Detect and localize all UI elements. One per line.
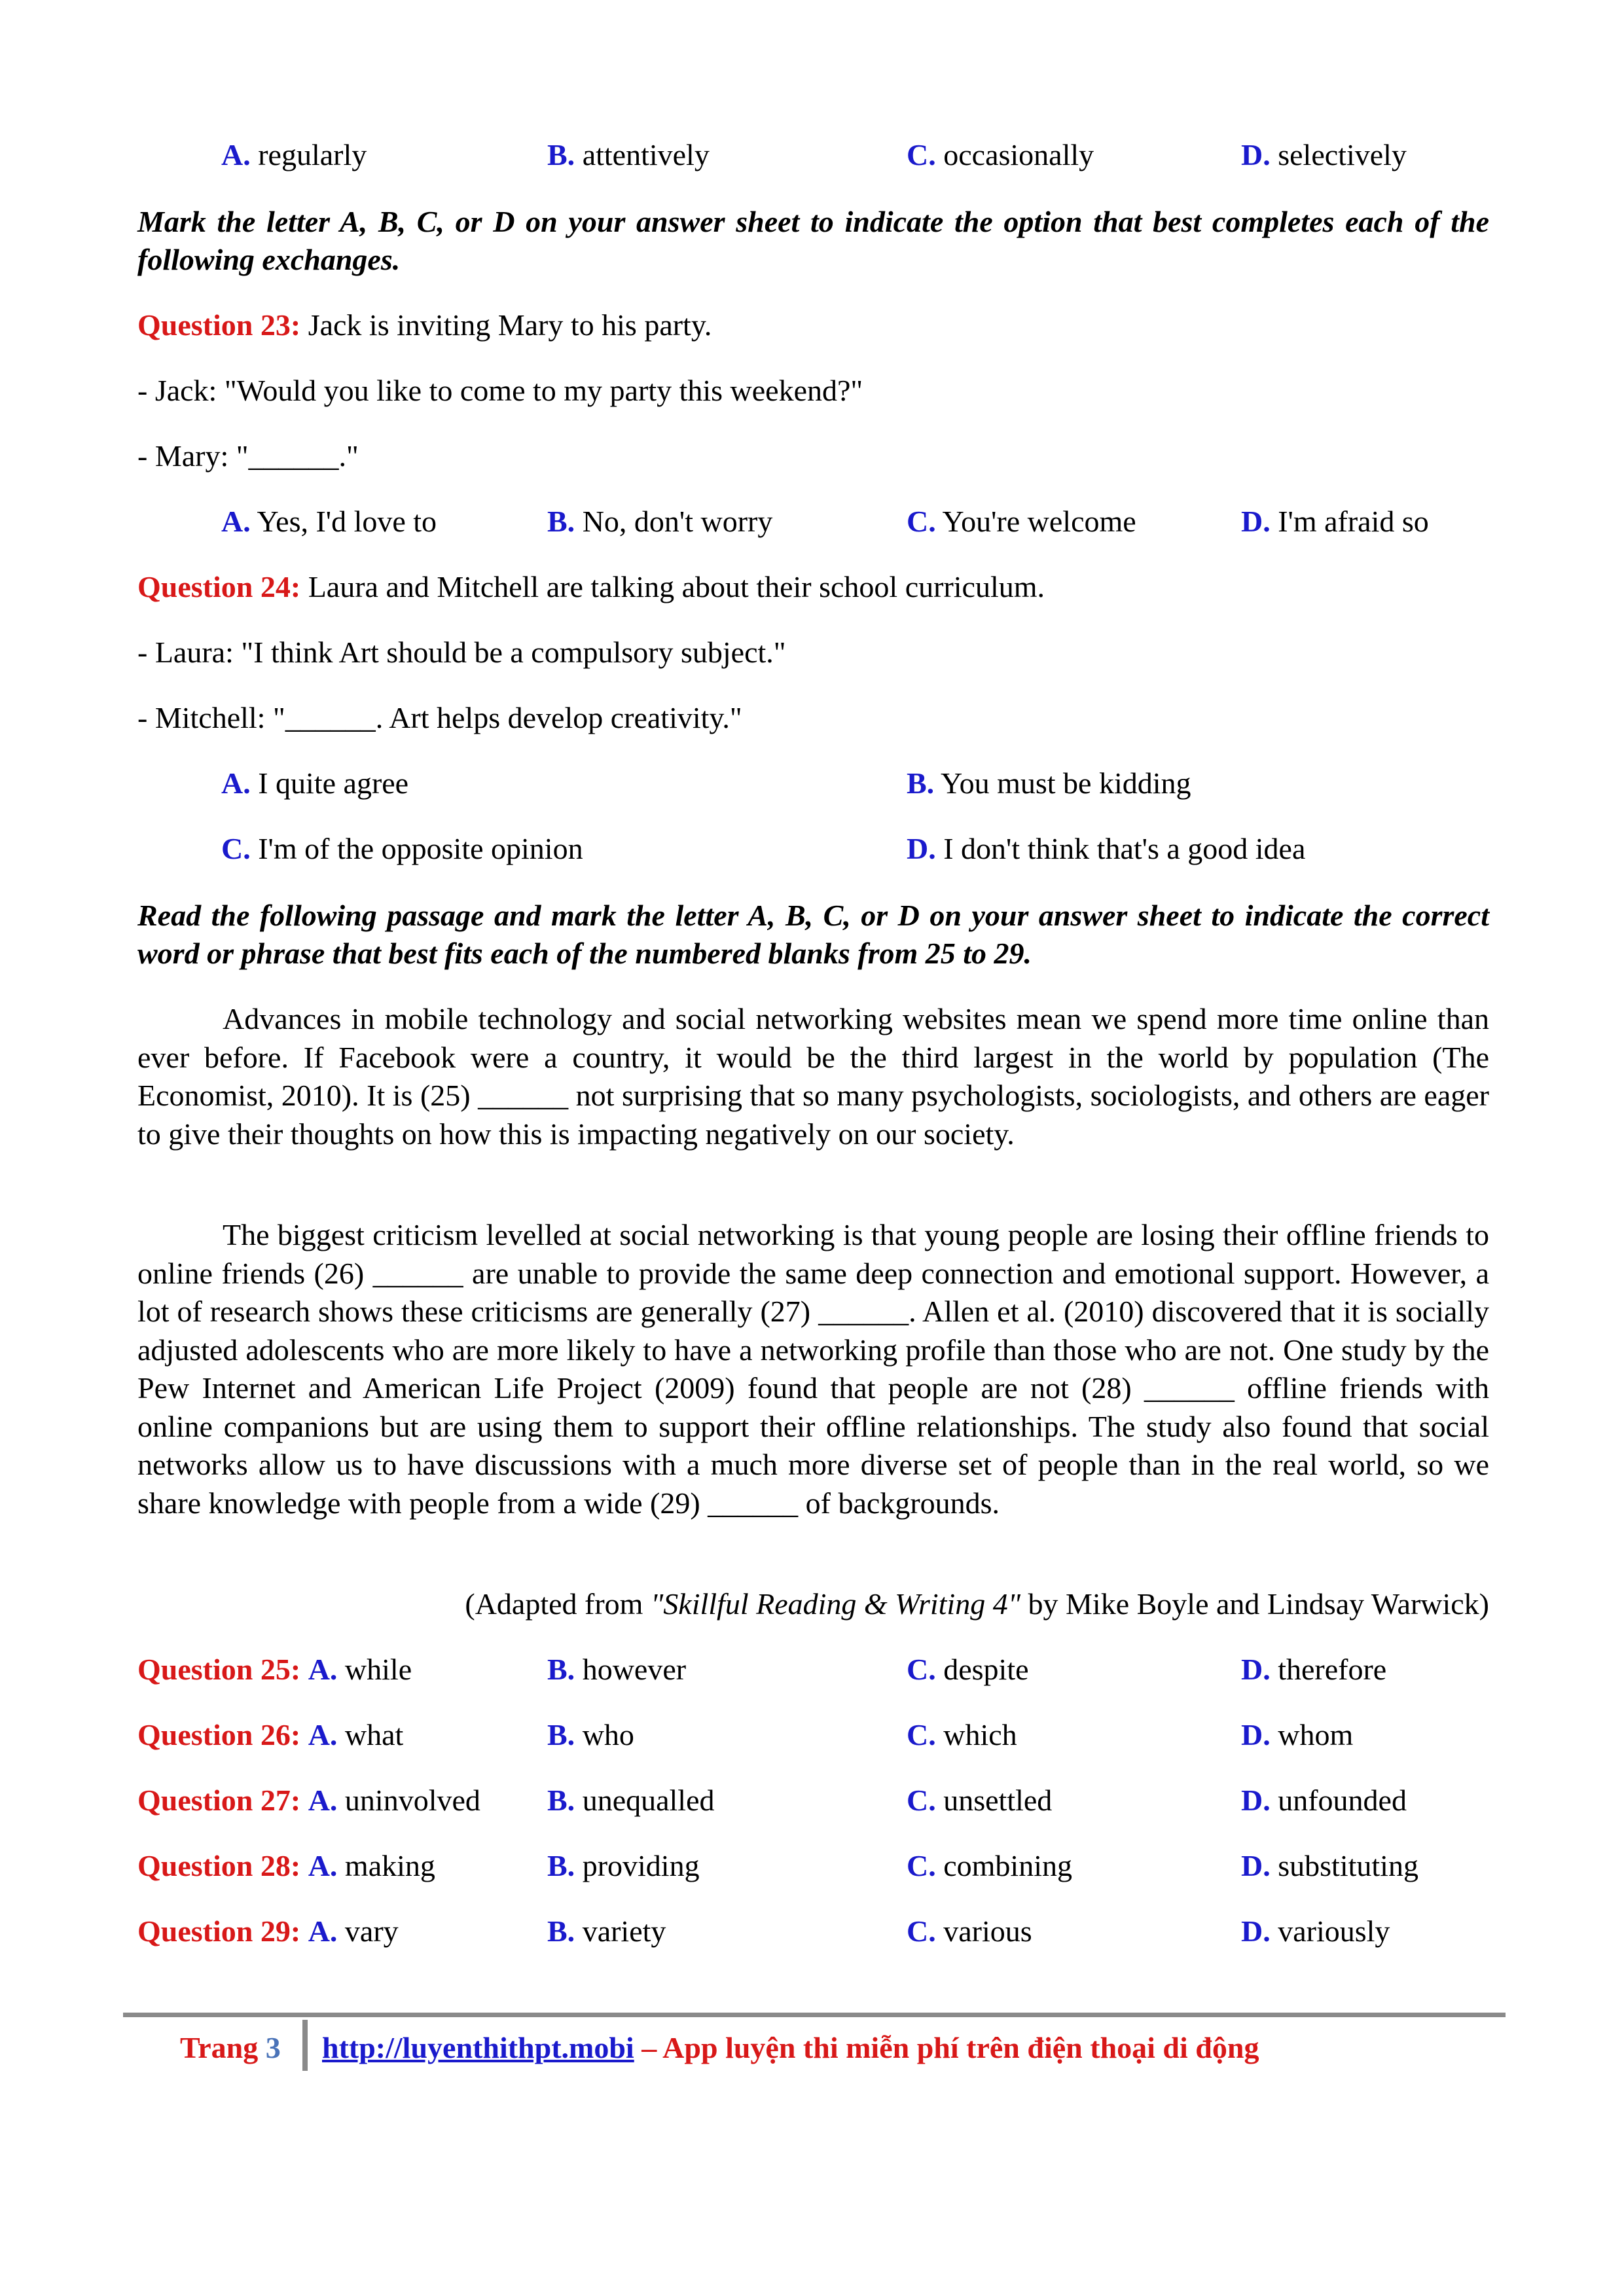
q24-option-d: D. I don't think that's a good idea bbox=[907, 832, 1306, 865]
q24-option-a: A. I quite agree bbox=[221, 766, 409, 800]
q23-option-b: B. No, don't worry bbox=[547, 505, 773, 538]
q24-line-laura: - Laura: "I think Art should be a compulsory subject." bbox=[137, 636, 786, 669]
option-c: C. despite bbox=[907, 1653, 1029, 1686]
option-d: D. therefore bbox=[1241, 1653, 1387, 1686]
footer-divider bbox=[302, 2020, 308, 2071]
passage-paragraph-1: Advances in mobile technology and social networking websites mean we spend more time online than ever before. If Facebook were a country, it would be the third largest in the world by population (The Economist, 2010). It is (25) ______ not surprising that so many psychologists, sociologists, and others are eager to give their thoughts on how this is impacting negatively on our society. bbox=[137, 1002, 1489, 1151]
q22-option-a: A. regularly bbox=[221, 138, 367, 171]
question-label: Question 29: A. vary bbox=[137, 1914, 399, 1948]
question-row bbox=[0, 1651, 1440, 1689]
q22-option-b: B. attentively bbox=[547, 138, 710, 171]
question-row bbox=[0, 1912, 1440, 1950]
option-b: B. providing bbox=[547, 1849, 700, 1882]
q22-options bbox=[0, 136, 1440, 174]
option-d: D. variously bbox=[1241, 1914, 1390, 1948]
option-c: C. unsettled bbox=[907, 1784, 1053, 1817]
q23-prompt: Question 23: Jack is inviting Mary to his party. bbox=[137, 308, 712, 342]
footer-page-number: Trang 3 bbox=[180, 2031, 281, 2064]
q24-prompt: Question 24: Laura and Mitchell are talking about their school curriculum. bbox=[137, 570, 1045, 603]
q24-options-row1 bbox=[0, 764, 1440, 802]
option-b: B. who bbox=[547, 1718, 634, 1751]
question-label: Question 26: A. what bbox=[137, 1718, 404, 1751]
option-b: B. unequalled bbox=[547, 1784, 715, 1817]
instruction-passage: Read the following passage and mark the letter A, B, C, or D on your answer sheet to indicate the correct word or phrase that best fits each of the numbered blanks from 25 to 29. bbox=[137, 899, 1489, 970]
q23-line-jack: - Jack: "Would you like to come to my party this weekend?" bbox=[137, 374, 863, 407]
q22-option-d: D. selectively bbox=[1241, 138, 1407, 171]
q24-line-mitchell: - Mitchell: "______. Art helps develop creativity." bbox=[137, 701, 742, 734]
passage-paragraph-2: The biggest criticism levelled at social networking is that young people are losing their offline friends to online friends (26) ______ are unable to provide the same deep connection and emotional support. However, a lot of research shows these criticisms are generally (27) ______. Allen et al. (2010) discovered that it is socially adjusted adolescents who are more likely to have a networking profile than those who are not. One study by the Pew Internet and American Life Project (2009) found that people are not (28) ______ offline friends with online companions but are using them to support their offline relationships. The study also found that social networks allow us to have discussions with a much more diverse set of people than in the real world, so we share knowledge with people from a wide (29) ______ of backgrounds. bbox=[137, 1218, 1489, 1520]
passage-source: (Adapted from "Skillful Reading & Writing 4" by Mike Boyle and Lindsay Warwick) bbox=[465, 1587, 1489, 1621]
question-row bbox=[0, 1782, 1440, 1820]
q23-option-d: D. I'm afraid so bbox=[1241, 505, 1429, 538]
option-c: C. various bbox=[907, 1914, 1032, 1948]
q24-options-row2 bbox=[0, 830, 1440, 868]
option-b: B. variety bbox=[547, 1914, 666, 1948]
q23-option-c: C. You're welcome bbox=[907, 505, 1136, 538]
question-row bbox=[0, 1847, 1440, 1885]
footer-rule bbox=[123, 2013, 1506, 2017]
option-c: C. combining bbox=[907, 1849, 1072, 1882]
question-label: Question 25: A. while bbox=[137, 1653, 412, 1686]
q24-option-c: C. I'm of the opposite opinion bbox=[221, 832, 583, 865]
q23-line-mary: - Mary: "______." bbox=[137, 439, 359, 473]
option-b: B. however bbox=[547, 1653, 687, 1686]
q24-option-b: B. You must be kidding bbox=[907, 766, 1191, 800]
instruction-exchanges: Mark the letter A, B, C, or D on your answer sheet to indicate the option that best completes each of the following exchanges. bbox=[137, 205, 1489, 276]
q23-option-a: A. Yes, I'd love to bbox=[221, 505, 437, 538]
question-row bbox=[0, 1716, 1440, 1754]
option-c: C. which bbox=[907, 1718, 1017, 1751]
option-d: D. substituting bbox=[1241, 1849, 1418, 1882]
q22-option-c: C. occasionally bbox=[907, 138, 1094, 171]
footer-link-line: http://luyenthithpt.mobi – App luyện thi miễn phí trên điện thoại di động bbox=[322, 2031, 1259, 2064]
footer-website-link[interactable]: http://luyenthithpt.mobi bbox=[322, 2031, 634, 2064]
q23-options bbox=[0, 503, 1440, 541]
question-label: Question 28: A. making bbox=[137, 1849, 435, 1882]
question-label: Question 27: A. uninvolved bbox=[137, 1784, 480, 1817]
option-d: D. unfounded bbox=[1241, 1784, 1407, 1817]
option-d: D. whom bbox=[1241, 1718, 1354, 1751]
